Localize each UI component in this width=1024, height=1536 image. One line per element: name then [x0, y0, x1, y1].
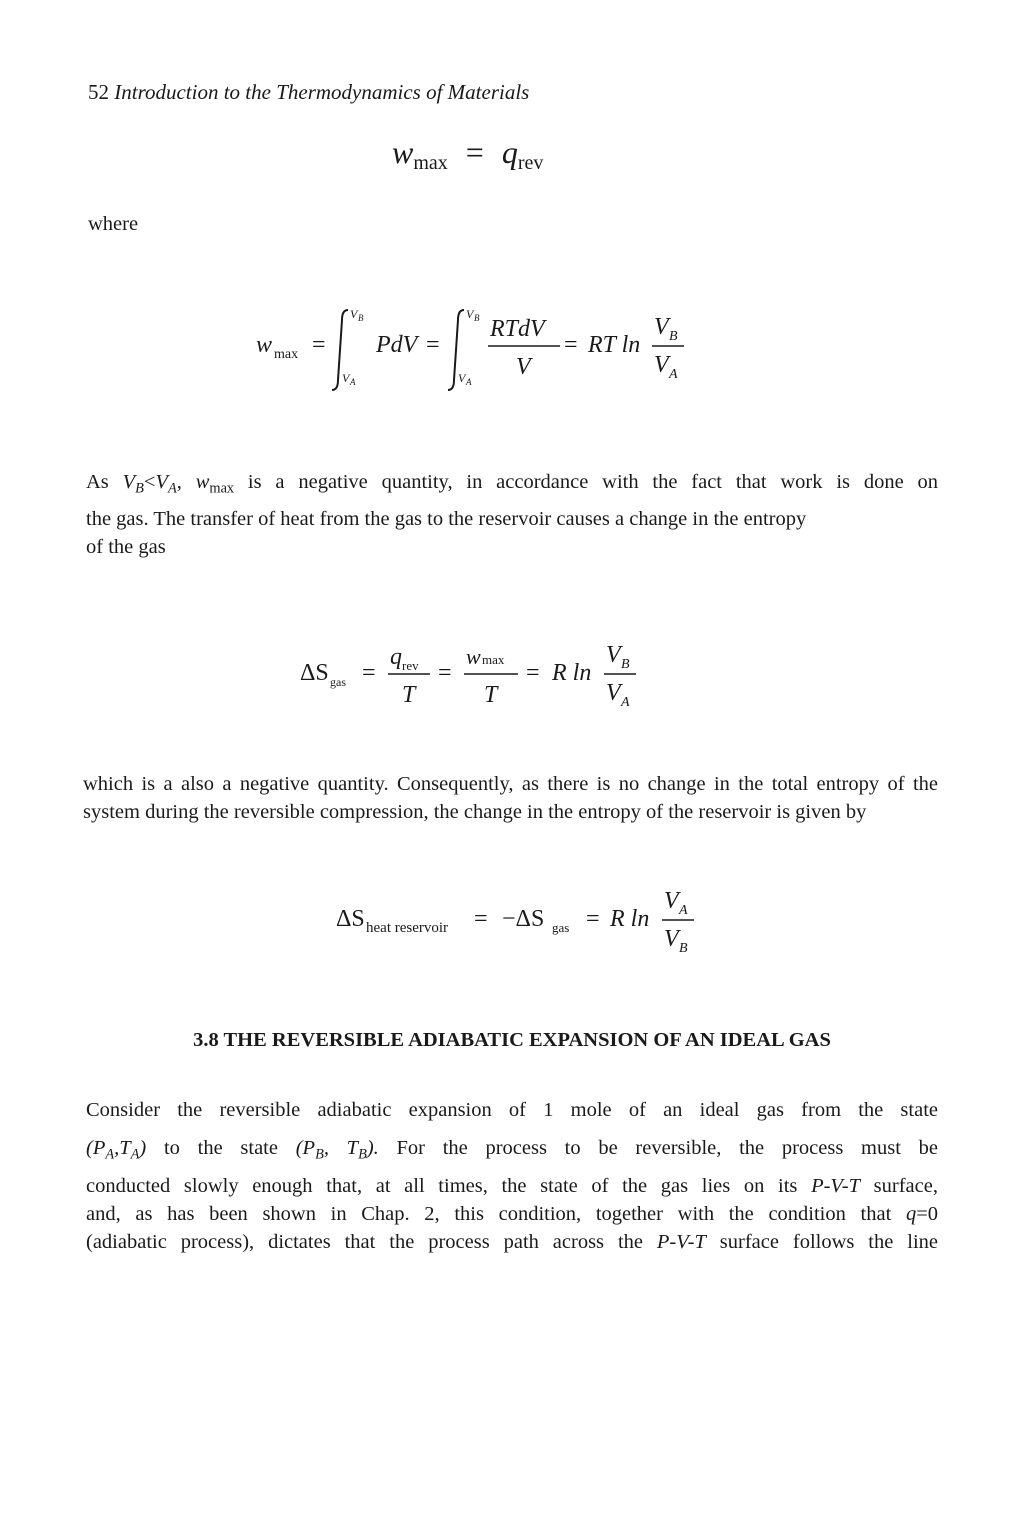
equation-wmax-integral — [250, 300, 700, 400]
where-text: where — [88, 213, 139, 235]
eq4-neg-delta: −ΔS — [502, 906, 545, 932]
eq2-eq3: = — [564, 332, 578, 358]
eq2-ratio-num-sub: B — [669, 329, 678, 344]
book-title: Introduction to the Thermodynamics of Materials — [114, 80, 530, 104]
eq3-r-ln: R ln — [552, 660, 592, 686]
eq4-eq2: = — [586, 906, 600, 932]
p1-line2: the gas. The transfer of heat from the gas to the reservoir causes a change in the entropy — [86, 508, 807, 530]
p3-line5: (adiabatic process), dictates that the process path across the P-V-T surface follows the line — [86, 1231, 938, 1253]
eq1-lhs: w — [392, 134, 414, 170]
eq3-f1-num: q — [390, 644, 402, 670]
p1-line1: As $V_B<V_A$, $w_{max}$ is a negative quantity, in accordance with the fact that work is done on — [86, 471, 938, 497]
eq2-eq1: = — [312, 332, 326, 358]
eq2-upper1-sub: B — [358, 313, 364, 323]
eq2-lower1: V — [342, 371, 350, 385]
eq4-ratio-num: V — [664, 888, 679, 914]
eq1-lhs-sub: max — [413, 152, 448, 174]
eq2-frac-num: RTdV — [490, 316, 545, 342]
eq2-ratio-den: V — [654, 352, 669, 378]
eq1-rhs: q — [501, 134, 518, 170]
eq4-r-ln: R ln — [610, 906, 650, 932]
eq4-delta: ΔS — [336, 906, 365, 932]
p3-line2: $(P_A,T_A)$ to the state ($P_B$, $T_B$). For the process to be reversible, the process must be — [86, 1137, 938, 1163]
eq3-ratio-num-sub: B — [621, 657, 630, 672]
eq4-ratio-den: V — [664, 926, 679, 952]
equation-delta-s-reservoir — [334, 884, 704, 960]
eq3-delta: ΔS — [300, 660, 329, 686]
eq3-sub-gas: gas — [330, 675, 346, 689]
eq3-ratio-num: V — [606, 642, 621, 668]
equation-delta-s-gas — [296, 636, 646, 716]
eq2-frac-den: V — [516, 354, 531, 380]
eq2-lhs-sub: max — [274, 347, 299, 362]
eq2-ratio-num: V — [654, 314, 669, 340]
section-heading: 3.8 THE REVERSIBLE ADIABATIC EXPANSION OF AN IDEAL GAS — [193, 1029, 831, 1051]
paragraph-adiabatic-expansion — [86, 1096, 938, 1256]
eq4-ratio-den-sub: B — [679, 941, 688, 956]
eq4-neg-sub: gas — [552, 920, 570, 935]
eq3-f2-den: T — [484, 682, 498, 708]
eq2-upper2: V — [466, 307, 474, 321]
p3-line3: conducted slowly enough that, at all times, the state of the gas lies on its P-V-T surface, — [86, 1175, 938, 1197]
eq3-eq2: = — [438, 660, 452, 686]
eq3-f2-num: w — [466, 644, 481, 669]
eq2-ratio-den-sub: A — [669, 367, 678, 382]
paragraph-reservoir-entropy: which is a also a negative quantity. Consequently, as there is no change in the total entropy of the system during the reversible compression, the change in the entropy of the reservoir is given by — [83, 773, 938, 823]
eq2-integrand1: PdV — [376, 332, 418, 358]
eq4-sub: heat reservoir — [366, 920, 449, 936]
eq3-f1-num-sub: rev — [402, 658, 419, 673]
eq2-rt-ln: RT ln — [588, 332, 641, 358]
eq2-upper1: V — [350, 307, 358, 321]
eq2-lower2-sub: A — [466, 377, 472, 387]
eq1-rhs-sub: rev — [517, 152, 544, 174]
eq3-ratio-den-sub: A — [621, 695, 630, 710]
equation-wmax-qrev — [392, 134, 544, 174]
eq2-eq2: = — [426, 332, 440, 358]
eq2-lower2: V — [458, 371, 466, 385]
eq4-eq1: = — [474, 906, 488, 932]
p3-line1: Consider the reversible adiabatic expansion of 1 mole of an ideal gas from the state — [86, 1099, 938, 1121]
eq1-op: = — [465, 134, 484, 170]
eq3-eq3: = — [526, 660, 540, 686]
eq2-lower1-sub: A — [350, 377, 356, 387]
eq2-lhs: w — [256, 332, 273, 358]
p3-line4: and, as has been shown in Chap. 2, this condition, together with the condition that q=0 — [86, 1203, 938, 1225]
p1-line3: of the gas — [86, 536, 166, 558]
eq3-f1-den: T — [402, 682, 416, 708]
page-number: 52 — [88, 80, 109, 104]
eq3-f2-num-sub: max — [482, 652, 505, 667]
eq4-ratio-num-sub: A — [679, 903, 688, 918]
page-header — [88, 80, 529, 105]
eq3-ratio-den: V — [606, 680, 621, 706]
eq3-eq1: = — [362, 660, 376, 686]
paragraph-work-negative — [86, 468, 938, 561]
eq2-upper2-sub: B — [474, 313, 480, 323]
